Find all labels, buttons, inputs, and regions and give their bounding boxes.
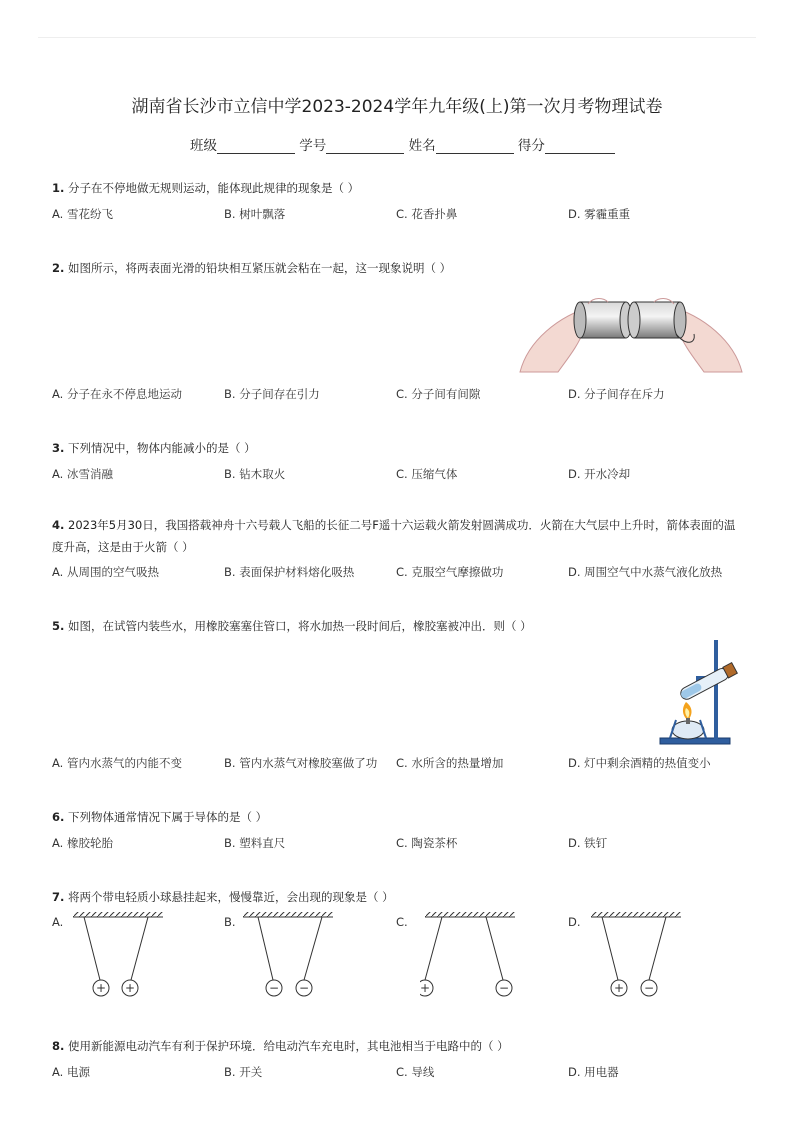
charge-right: + xyxy=(124,981,136,995)
option-b[interactable]: B. xyxy=(224,915,236,929)
number-field[interactable] xyxy=(326,139,404,154)
score-field[interactable] xyxy=(545,139,615,154)
question-5: 5. 如图，在试管内装些水，用橡胶塞塞住管口，将水加热一段时间后，橡胶塞被冲出．则（ ） xyxy=(52,619,532,633)
option-a[interactable]: A. xyxy=(52,915,64,929)
question-6: 6. 下列物体通常情况下属于导体的是（ ） xyxy=(52,810,268,824)
question-7: 7. 将两个带电轻质小球悬挂起来，慢慢靠近，会出现的现象是（ ） xyxy=(52,890,394,904)
option-d[interactable]: D. xyxy=(568,915,581,929)
option-d[interactable]: D. 铁钉 xyxy=(568,836,608,850)
option-b[interactable]: B. 塑料直尺 xyxy=(224,836,286,850)
option-b[interactable]: B. 钻木取火 xyxy=(224,467,286,481)
lead-blocks-figure xyxy=(518,286,744,376)
charge-left: − xyxy=(268,981,280,995)
question-2: 2. 如图所示，将两表面光滑的铅块相互紧压就会粘在一起，这一现象说明（ ） xyxy=(52,261,452,275)
option-a[interactable]: A. 橡胶轮胎 xyxy=(52,836,113,850)
option-a[interactable]: A. 雪花纷飞 xyxy=(52,207,113,221)
q7-figure-c xyxy=(420,910,520,1002)
option-a[interactable]: A. 从周围的空气吸热 xyxy=(52,565,159,579)
charge-left: + xyxy=(613,981,625,995)
option-c[interactable]: C. 花香扑鼻 xyxy=(396,207,458,221)
option-c[interactable]: C. 分子间有间隙 xyxy=(396,387,481,401)
charge-right: − xyxy=(298,981,310,995)
option-c[interactable]: C. 水所含的热量增加 xyxy=(396,756,504,770)
question-4: 4. 2023年5月30日，我国搭载神舟十六号载人飞船的长征二号F遥十六运载火箭发射圆满成功．火箭在大气层中上升时，箭体表面的温度升高，这是由于火箭（ ） xyxy=(52,518,736,554)
option-d[interactable]: D. 开水冷却 xyxy=(568,467,631,481)
option-c[interactable]: C. 导线 xyxy=(396,1065,435,1079)
option-d[interactable]: D. 灯中剩余酒精的热值变小 xyxy=(568,756,711,770)
option-d[interactable]: D. 雾霾重重 xyxy=(568,207,631,221)
option-a[interactable]: A. 管内水蒸气的内能不变 xyxy=(52,756,182,770)
option-d[interactable]: D. 分子间存在斥力 xyxy=(568,387,665,401)
option-b[interactable]: B. 表面保护材料熔化吸热 xyxy=(224,565,355,579)
option-c[interactable]: C. 压缩气体 xyxy=(396,467,458,481)
option-b[interactable]: B. 分子间存在引力 xyxy=(224,387,320,401)
option-a[interactable]: A. 电源 xyxy=(52,1065,90,1079)
number-label: 学号 xyxy=(299,138,327,154)
option-a[interactable]: A. 分子在永不停息地运动 xyxy=(52,387,182,401)
question-8: 8. 使用新能源电动汽车有利于保护环境．给电动汽车充电时，其电池相当于电路中的（ ） xyxy=(52,1039,509,1053)
name-label: 姓名 xyxy=(408,138,436,154)
question-1: 1. 分子在不停地做无规则运动，能体现此规律的现象是（ ） xyxy=(52,181,360,195)
option-b[interactable]: B. 树叶飘落 xyxy=(224,207,286,221)
student-info xyxy=(190,134,615,154)
test-tube-heating-figure xyxy=(656,638,746,748)
charge-left: + xyxy=(95,981,107,995)
option-c[interactable]: C. 陶瓷茶杯 xyxy=(396,836,458,850)
option-c[interactable]: C. xyxy=(396,915,408,929)
score-label: 得分 xyxy=(517,138,545,154)
page-title: 湖南省长沙市立信中学2023-2024学年九年级(上)第一次月考物理试卷 xyxy=(131,97,663,117)
q7-figure-b xyxy=(238,910,338,1002)
charge-right: − xyxy=(643,981,655,995)
class-field[interactable] xyxy=(217,139,295,154)
option-c[interactable]: C. 克服空气摩擦做功 xyxy=(396,565,504,579)
q7-figure-a xyxy=(68,910,168,1002)
option-b[interactable]: B. 开关 xyxy=(224,1065,263,1079)
option-d[interactable]: D. 周围空气中水蒸气液化放热 xyxy=(568,565,723,579)
option-b[interactable]: B. 管内水蒸气对橡胶塞做了功 xyxy=(224,756,378,770)
class-label: 班级 xyxy=(190,138,217,154)
q7-figure-d xyxy=(586,910,686,1002)
charge-right: − xyxy=(498,981,510,995)
top-divider xyxy=(38,37,756,38)
name-field[interactable] xyxy=(436,139,514,154)
charge-left: + xyxy=(420,981,431,995)
question-3: 3. 下列情况中，物体内能减小的是（ ） xyxy=(52,441,256,455)
option-a[interactable]: A. 冰雪消融 xyxy=(52,467,113,481)
option-d[interactable]: D. 用电器 xyxy=(568,1065,619,1079)
